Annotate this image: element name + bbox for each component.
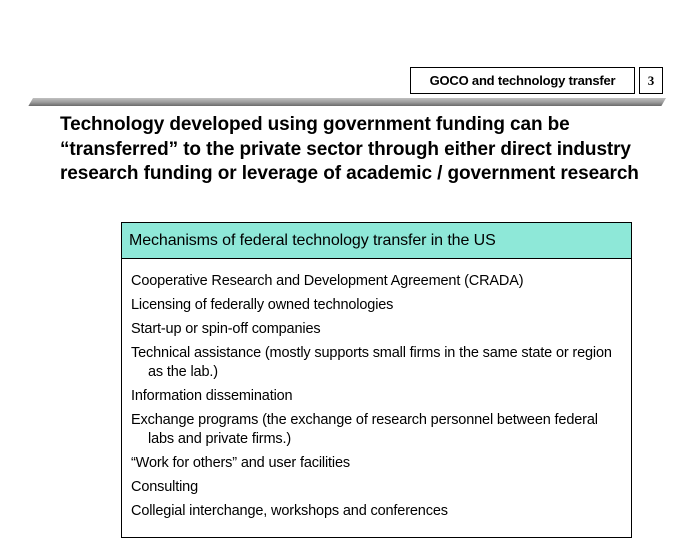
page-number xyxy=(639,67,663,94)
list-item: Collegial interchange, workshops and conferences xyxy=(131,503,448,519)
panel-body xyxy=(121,258,632,538)
slide-headline: Technology developed using government funding can be “transferred” to the private sector through either direct industry research funding or leverage of academic / government research xyxy=(60,114,639,184)
mechanisms-panel xyxy=(121,222,632,538)
list-item: Information dissemination xyxy=(131,388,293,404)
list-item: Licensing of federally owned technologies xyxy=(131,297,394,313)
section-tag-label: GOCO and technology transfer xyxy=(429,73,616,88)
list-item: “Work for others” and user facilities xyxy=(131,455,351,471)
panel-title: Mechanisms of federal technology transfer in the US xyxy=(121,222,632,259)
list-item: Cooperative Research and Development Agreement (CRADA) xyxy=(131,273,524,289)
list-item: Exchange programs (the exchange of research personnel between federal labs and private firms.) xyxy=(131,412,598,447)
list-item: Start-up or spin-off companies xyxy=(131,321,321,337)
page-number-label: 3 xyxy=(647,72,655,88)
list-item: Consulting xyxy=(131,479,199,495)
list-item: Technical assistance (mostly supports small firms in the same state or region as the lab.) xyxy=(131,345,612,380)
header-rule xyxy=(28,98,666,106)
mechanisms-list xyxy=(130,272,619,521)
section-tag xyxy=(410,67,635,94)
